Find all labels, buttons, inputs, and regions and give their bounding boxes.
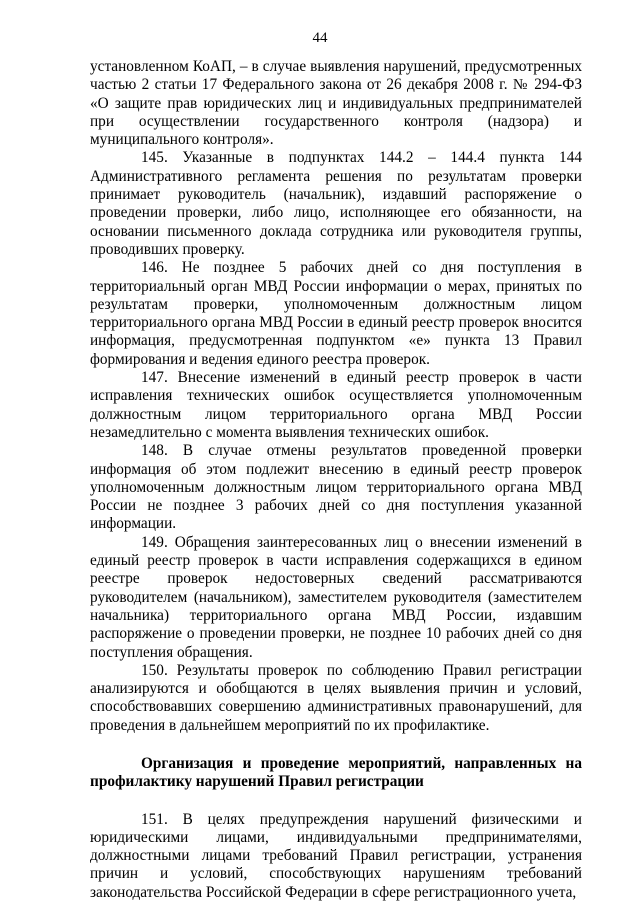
paragraph-149: 149. Обращения заинтересованных лиц о внесении изменений в единый реестр проверок в части исправления содержащихся в едином реестре проверок недостоверных сведений рассматриваются руководителем (начальником), заместителем руководителя (заместителем начальника) территориального органа МВД России, издавшим распоряжение о проведении проверки, не позднее 10 рабочих дней со дня поступления обращения.	[90, 533, 582, 661]
paragraph-151: 151. В целях предупреждения нарушений физическими и юридическими лицами, индивидуальными предпринимателями, должностными лицами требований Правил регистрации, устранения причин и условий, способствующих нарушениям требований законодательства Российской Федерации в сфере регистрационного учета,	[90, 810, 582, 901]
paragraph-continuation: установленном КоАП, – в случае выявления нарушений, предусмотренных частью 2 статьи 17 Федерального закона от 26 декабря 2008 г. № 294-ФЗ «О защите прав юридических лиц и индивидуальных предпринимателей при осуществлении государственного контроля (надзора) и муниципального контроля».	[90, 58, 582, 149]
paragraph-145: 145. Указанные в подпунктах 144.2 – 144.4 пункта 144 Административного регламента решения по результатам проверки принимает руководитель (начальник), издавший распоряжение о проведении проверки, либо лицо, исполняющее его обязанности, на основании письменного доклада сотрудника или руководителя группы, проводивших проверку.	[90, 149, 582, 258]
document-body	[90, 58, 582, 902]
paragraph-147: 147. Внесение изменений в единый реестр проверок в части исправления технических ошибок осуществляется уполномоченным должностным лицом территориального органа МВД России незамедлительно с момента выявления технических ошибок.	[90, 369, 582, 441]
paragraph-146: 146. Не позднее 5 рабочих дней со дня поступления в территориальный орган МВД России информации о мерах, принятых по результатам проверки, уполномоченным должностным лицом территориального органа МВД России в единый реестр проверок вносится информация, предусмотренная подпунктом «е» пункта 13 Правил формирования и ведения единого реестра проверок.	[90, 259, 582, 368]
paragraph-148: 148. В случае отмены результатов проведенной проверки информация об этом подлежит внесению в единый реестр проверок уполномоченным должностным лицом территориального органа МВД России не позднее 3 рабочих дней со дня поступления указанной информации.	[90, 442, 582, 533]
paragraph-150: 150. Результаты проверок по соблюдению Правил регистрации анализируются и обобщаются в целях выявления причин и условий, способствовавших совершению административных правонарушений, для проведения в дальнейшем мероприятий по их профилактике.	[90, 661, 582, 734]
page-number: 44	[312, 30, 328, 46]
section-heading: Организация и проведение мероприятий, направленных на профилактику нарушений Правил регистрации	[90, 754, 582, 791]
